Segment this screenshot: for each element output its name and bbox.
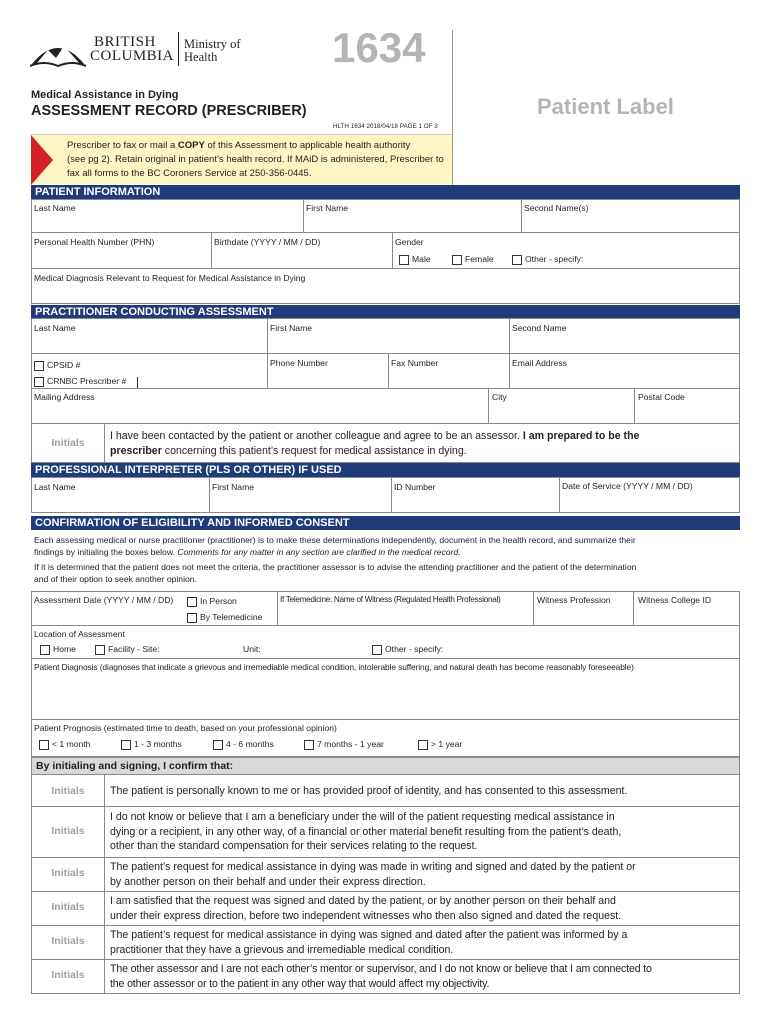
org-name-line1: BRITISH [94,34,156,50]
in-person-checkbox[interactable] [187,597,197,607]
prognosis-option-1[interactable] [39,739,90,750]
practitioner-first-name-field[interactable] [267,318,510,354]
confirm-statement-2b: dying or a recipient, in any other way, of a financial or other material benefit resulting from the patient’s death, [110,825,622,838]
prognosis-checkbox-3[interactable] [213,740,223,750]
confirm-heading: By initialing and signing, I confirm that: [31,757,740,775]
confirm-initials-6[interactable]: Initials [51,969,85,981]
diagnosis-label: Patient Diagnosis (diagnoses that indicate a grievous and irremediable medical condition, intolerable suffering, and natural death has become reasonably foreseeable) [34,662,634,672]
confirm-statement-3b: by another person on their behalf and under their express direction. [110,875,426,888]
notice-line3: fax all forms to the BC Coroners Service at 250-356-0445. [67,168,312,179]
other-location-label: Other - specify: [385,644,444,654]
female-checkbox[interactable] [452,255,462,265]
telemedicine-checkbox[interactable] [187,613,197,623]
interpreter-heading: PROFESSIONAL INTERPRETER (PLS OR OTHER) IF USED [31,463,740,477]
org-name-line2: COLUMBIA [90,48,175,64]
prognosis-label-4: 7 months - 1 year [317,739,384,749]
interpreter-first-name-label: First Name [212,482,255,492]
witness-college-id-field[interactable] [633,591,740,626]
crnbc-label: CRNBC Prescriber # [47,376,127,386]
birthdate-field[interactable] [211,232,393,269]
confirm-statement-4a: I am satisfied that the request was signed and dated by the patient, or by another person on their behalf and [110,895,616,907]
notice-text-pre: Prescriber to fax or mail a [67,140,178,151]
patient-info-heading: PATIENT INFORMATION [31,185,740,199]
eligibility-intro-line4: and of their option to seek another opinion. [34,574,197,584]
date-of-service-field[interactable] [559,477,740,513]
assessor-statement-pre: I have been contacted by the patient or another colleague and agree to be an assessor. [110,430,523,442]
assessor-statement-bold1: I am prepared to be the [522,430,640,442]
prognosis-label-2: 1 - 3 months [134,739,182,749]
patient-last-name-field[interactable] [31,199,304,233]
witness-name-field[interactable] [277,591,534,626]
eligibility-intro-line3: If it is determined that the patient does not meet the criteria, the practitioner assessor is to advise the attending practitioner and the patient of the determination [34,562,637,572]
witness-profession-field[interactable] [533,591,634,626]
eligibility-intro-line1: Each assessing medical or nurse practitioner (practitioner) is to make these determinations independently, document in the health record, and summarize their [34,535,636,545]
other-location-option[interactable] [372,644,443,655]
practitioner-heading: PRACTITIONER CONDUCTING ASSESSMENT [31,305,740,319]
gender-male-option[interactable] [399,254,431,265]
phn-field[interactable] [31,232,212,269]
prognosis-label-5: > 1 year [431,739,463,749]
home-checkbox[interactable] [40,645,50,655]
interpreter-id-field[interactable] [391,477,560,513]
assessment-date-label: Assessment Date (YYYY / MM / DD) [34,595,174,605]
witness-name-label: If Telemedicine: Name of Witness (Regulated Health Professional) [280,595,501,604]
interpreter-id-label: ID Number [394,482,436,492]
confirm-statement-4b: under their express direction, before two independent witnesses who then also signed and dated the request. [110,909,622,922]
city-field[interactable] [488,388,635,424]
phone-label: Phone Number [270,358,328,368]
prognosis-checkbox-2[interactable] [121,740,131,750]
confirm-statement-3a: The patient’s request for medical assistance in dying was made in writing and signed and dated by the patient or [110,861,636,873]
fax-label: Fax Number [391,358,439,368]
practitioner-first-name-label: First Name [270,323,313,333]
patient-diagnosis-field[interactable] [31,268,740,304]
assessor-statement-bold2: prescriber [110,444,162,457]
form-number: 1634 [332,24,426,71]
confirm-initials-3[interactable]: Initials [51,867,85,879]
confirm-statement-1: The patient is personally known to me or has provided proof of identity, and has consented to this assessment. [110,785,628,797]
prognosis-option-2[interactable] [121,739,182,750]
facility-option[interactable] [95,644,160,655]
prognosis-option-5[interactable] [418,739,462,750]
facility-checkbox[interactable] [95,645,105,655]
telemedicine-option[interactable] [187,612,262,623]
confirm-initials-4[interactable]: Initials [51,901,85,913]
practitioner-last-name-field[interactable] [31,318,268,354]
eligibility-intro-comment: Comments for any matter in any section are clarified in the medical record. [177,547,461,557]
assessor-statement-post: concerning this patient’s request for medical assistance in dying. [161,444,467,457]
prognosis-label-3: 4 - 6 months [226,739,274,749]
gender-female-option[interactable] [452,254,494,265]
witness-profession-label: Witness Profession [537,595,611,605]
gender-label: Gender [395,237,424,247]
patient-last-name-label: Last Name [34,203,76,213]
interpreter-last-name-label: Last Name [34,482,76,492]
fax-field[interactable] [388,353,510,389]
patient-second-names-field[interactable] [521,199,740,233]
prognosis-checkbox-4[interactable] [304,740,314,750]
crnbc-checkbox[interactable] [34,377,44,387]
male-label: Male [412,254,431,264]
notice-line2: (see pg 2). Retain original in patient’s health record. If MAiD is administered, Prescriber to [67,154,444,165]
patient-label: Patient Label [537,94,674,119]
notice-box [31,134,452,184]
practitioner-second-name-label: Second Name [512,323,567,333]
cpsid-option[interactable] [34,360,80,371]
form-code: HLTH 1634 2018/04/18 PAGE 1 OF 3 [333,123,438,130]
postal-code-label: Postal Code [638,392,685,402]
patient-first-name-field[interactable] [303,199,522,233]
sun-mountain-icon [30,30,86,68]
prognosis-field [31,719,740,757]
prognosis-option-3[interactable] [213,739,274,750]
notice-arrow [31,135,53,185]
confirm-statement-5a: The patient’s request for medical assistance in dying was signed and dated after the patient was informed by a [110,929,628,941]
email-label: Email Address [512,358,567,368]
ministry-line2: Health [184,50,218,64]
ministry-line1: Ministry of [184,37,241,51]
notice-text-post: of this Assessment to applicable health authority [204,140,411,151]
patient-first-name-label: First Name [306,203,349,213]
practitioner-initials-box[interactable]: Initials [51,437,85,449]
form-subtitle: Medical Assistance in Dying [31,89,179,101]
crnbc-option[interactable] [34,376,126,387]
birthdate-label: Birthdate (YYYY / MM / DD) [214,237,321,247]
mailing-address-label: Mailing Address [34,392,95,402]
prognosis-label-1: < 1 month [52,739,91,749]
patient-diagnosis-label: Medical Diagnosis Relevant to Request for Medical Assistance in Dying [34,273,306,283]
date-of-service-label: Date of Service (YYYY / MM / DD) [562,481,693,491]
notice-copy: COPY [177,140,205,151]
mailing-address-field[interactable] [31,388,489,424]
other-location-checkbox[interactable] [372,645,382,655]
phn-label: Personal Health Number (PHN) [34,237,155,247]
gender-other-option[interactable] [512,254,583,265]
confirm-statement-6a: The other assessor and I are not each other’s mentor or supervisor, and I do not know or believe that I am connected to [110,963,652,975]
male-checkbox[interactable] [399,255,409,265]
postal-code-field[interactable] [634,388,740,424]
email-field[interactable] [509,353,740,389]
in-person-label: In Person [200,596,237,606]
telemedicine-label: By Telemedicine [200,612,263,622]
cpsid-label: CPSID # [47,360,81,370]
confirm-initials-2[interactable]: Initials [51,825,85,837]
form-title: ASSESSMENT RECORD (PRESCRIBER) [31,103,307,119]
confirm-statement-2c: other than the standard compensation for their services relating to the request. [110,840,478,852]
in-person-option[interactable] [187,596,237,607]
phone-field[interactable] [267,353,389,389]
bc-logo [30,30,86,68]
prognosis-label: Patient Prognosis (estimated time to death, based on your professional opinion) [34,723,337,733]
patient-second-names-label: Second Name(s) [524,203,589,213]
home-label: Home [53,644,76,654]
prognosis-checkbox-1[interactable] [39,740,49,750]
other-gender-label: Other - specify: [525,254,584,264]
facility-label: Facility - Site: [108,644,160,654]
eligibility-heading: CONFIRMATION OF ELIGIBILITY AND INFORMED CONSENT [31,516,740,530]
other-gender-checkbox[interactable] [512,255,522,265]
confirm-statement-6b: the other assessor or to the patient in any other way that would affect my objectivity. [110,977,490,990]
cpsid-checkbox[interactable] [34,361,44,371]
eligibility-intro-line2: findings by initialing the boxes below. [34,547,178,557]
confirm-statement-2a: I do not know or believe that I am a beneficiary under the will of the patient requesting medical assistance in [110,811,615,823]
diagnosis-field[interactable] [31,658,740,720]
interpreter-last-name-field[interactable] [31,477,210,513]
unit-label[interactable]: Unit: [243,644,261,654]
female-label: Female [465,254,494,264]
home-option[interactable] [40,644,76,655]
location-label: Location of Assessment [34,629,125,639]
confirm-initials-5[interactable]: Initials [51,935,85,947]
practitioner-last-name-label: Last Name [34,323,76,333]
witness-college-id-label: Witness College ID [638,595,712,605]
confirm-statement-5b: practitioner that they have a grievous and irremediable medical condition. [110,943,454,956]
prognosis-option-4[interactable] [304,739,384,750]
interpreter-first-name-field[interactable] [209,477,392,513]
practitioner-second-name-field[interactable] [509,318,740,354]
city-label: City [492,392,507,402]
prognosis-checkbox-5[interactable] [418,740,428,750]
confirm-initials-1[interactable]: Initials [51,785,85,797]
